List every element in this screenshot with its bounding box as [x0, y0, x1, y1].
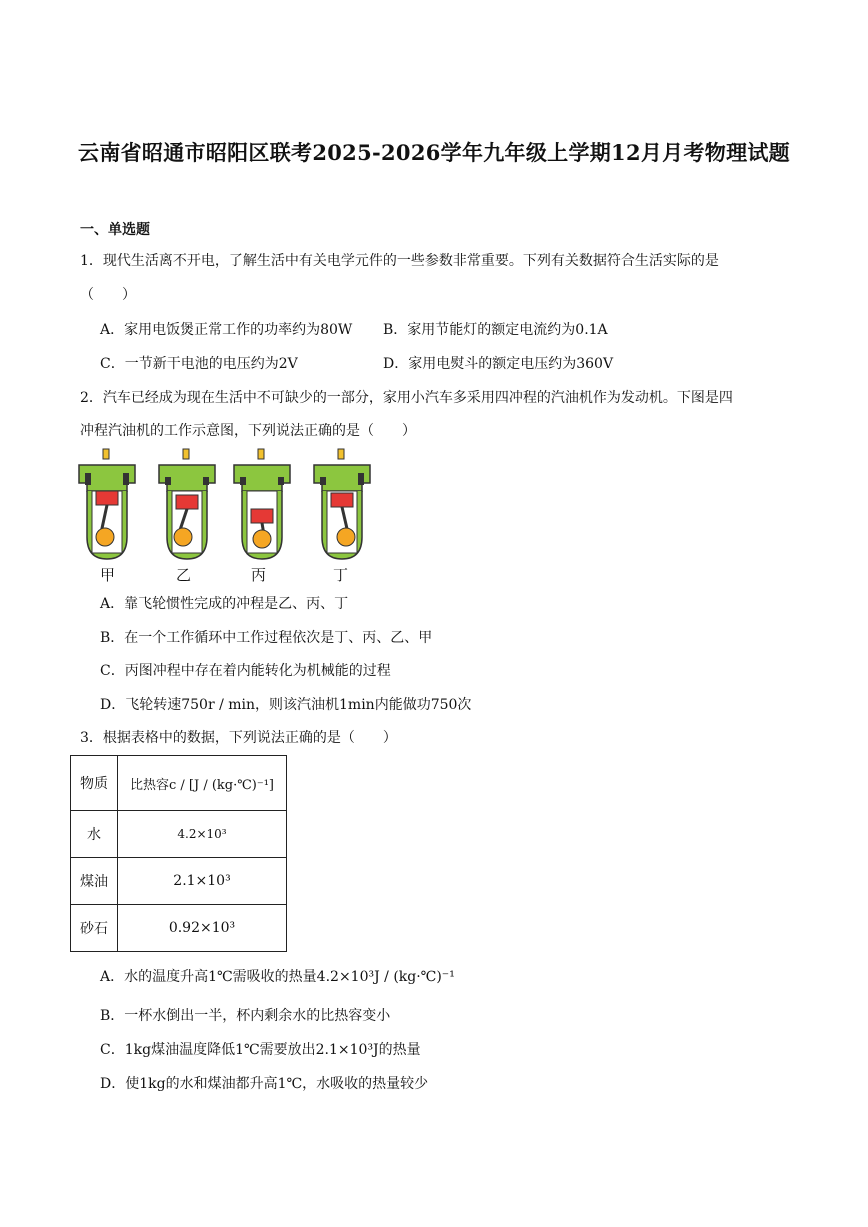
table-cell-substance: 水: [71, 811, 118, 858]
q2-stem-line1: 2．汽车已经成为现在生活中不可缺少的一部分，家用小汽车多采用四冲程的汽油机作为发动机。下图是四: [80, 390, 733, 406]
figure-label-jia: 甲: [100, 566, 116, 584]
engine-diagram-jia: [75, 447, 139, 562]
figure-label-ding: 丁: [333, 566, 349, 584]
table-header-specific-heat: 比热容c / [J / (kg·℃)⁻¹]: [118, 756, 287, 811]
engine-diagram-ding: [310, 447, 374, 562]
q1-option-b: B．家用节能灯的额定电流约为0.1A: [383, 322, 608, 338]
table-row: [71, 905, 287, 952]
q3-option-c: C．1kg煤油温度降低1℃需要放出2.1×10³J的热量: [100, 1042, 421, 1058]
q2-option-b: B．在一个工作循环中工作过程依次是丁、丙、乙、甲: [100, 630, 433, 646]
section-heading: 一、单选题: [80, 222, 150, 238]
table-cell-substance: 砂石: [71, 905, 118, 952]
q3-stem: 3．根据表格中的数据，下列说法正确的是（ ）: [80, 730, 397, 746]
figure-label-yi: 乙: [176, 566, 192, 584]
table-row: [71, 858, 287, 905]
page-title: 云南省昭通市昭阳区联考2025-2026学年九年级上学期12月月考物理试题: [78, 140, 790, 165]
figure-label-bing: 丙: [251, 566, 267, 584]
q1-stem-line2: （ ）: [80, 287, 136, 303]
q1-stem-line1: 1．现代生活离不开电，了解生活中有关电学元件的一些参数非常重要。下列有关数据符合生活实际的是: [80, 253, 719, 269]
q2-option-c: C．丙图冲程中存在着内能转化为机械能的过程: [100, 663, 391, 679]
table-cell-value: 0.92×10³: [118, 905, 287, 952]
q2-option-a: A．靠飞轮惯性完成的冲程是乙、丙、丁: [100, 596, 349, 612]
table-cell-value: 4.2×10³: [118, 811, 287, 858]
table-row: [71, 811, 287, 858]
q2-stem-line2: 冲程汽油机的工作示意图，下列说法正确的是（ ）: [80, 423, 416, 439]
q1-option-a: A．家用电饭煲正常工作的功率约为80W: [100, 322, 353, 338]
table-header-substance: 物质: [71, 756, 118, 811]
q3-option-b: B．一杯水倒出一半，杯内剩余水的比热容变小: [100, 1008, 391, 1024]
q1-option-c: C．一节新干电池的电压约为2V: [100, 356, 298, 372]
table-header-row: [71, 756, 287, 811]
q3-option-d: D．使1kg的水和煤油都升高1℃，水吸收的热量较少: [100, 1076, 429, 1092]
q2-option-d: D．飞轮转速750r / min，则该汽油机1min内能做功750次: [100, 697, 472, 713]
table-cell-value: 2.1×10³: [118, 858, 287, 905]
engine-diagram-bing: [230, 447, 294, 562]
q1-option-d: D．家用电熨斗的额定电压约为360V: [383, 356, 614, 372]
engine-diagram-yi: [155, 447, 219, 562]
specific-heat-table: [70, 755, 287, 952]
q3-option-a: A．水的温度升高1℃需吸收的热量4.2×10³J / (kg·℃)⁻¹: [100, 969, 455, 985]
table-cell-substance: 煤油: [71, 858, 118, 905]
